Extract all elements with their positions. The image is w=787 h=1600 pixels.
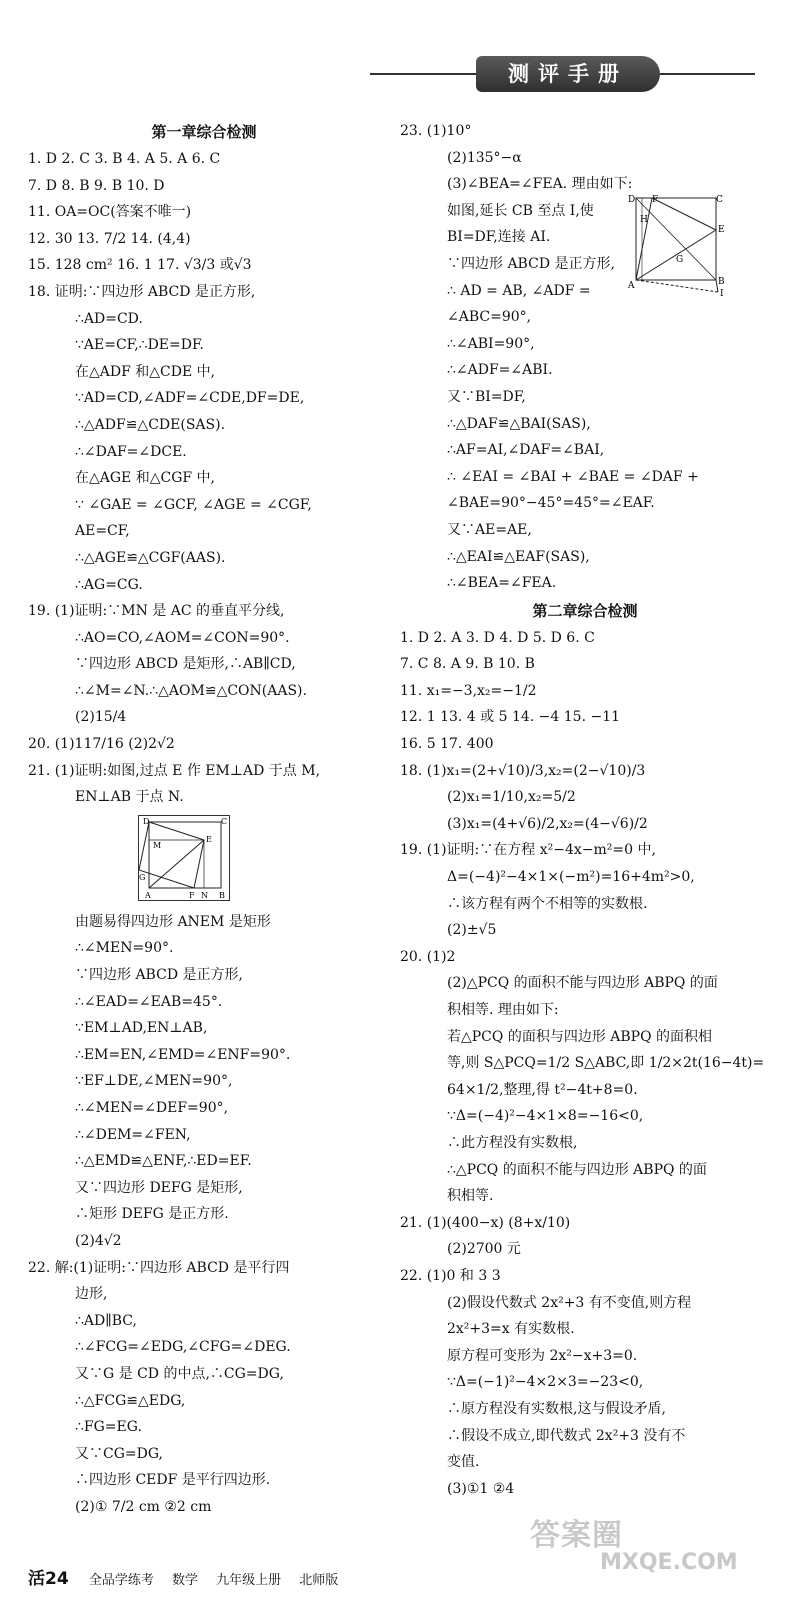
answer-line: (2)假设代数式 2x²+3 有不变值,则方程 bbox=[447, 1294, 692, 1311]
answer-line: ∵ ∠GAE = ∠GCF, ∠AGE = ∠CGF, bbox=[75, 496, 312, 513]
answer-line: 21. (1)(400−x) (8+x/10) bbox=[400, 1214, 571, 1231]
footer-subject: 数学 bbox=[171, 1573, 198, 1588]
answer-line: (2)4√2 bbox=[75, 1232, 122, 1249]
fig2-label: G bbox=[676, 255, 684, 265]
answer-line: (3)①1 ②4 bbox=[447, 1480, 515, 1497]
answer-line: 11. OA=OC(答案不唯一) bbox=[28, 204, 192, 221]
answer-line: ∴∠DEM=∠FEN, bbox=[75, 1126, 191, 1143]
answer-line: (2)±√5 bbox=[447, 922, 497, 939]
answer-line: ∠BAE=90°−45°=45°=∠EAF. bbox=[447, 495, 655, 512]
answer-line: ∴四边形 CEDF 是平行四边形. bbox=[75, 1472, 271, 1489]
answer-line: 积相等. 理由如下: bbox=[447, 1002, 559, 1018]
answer-line: ∴该方程有两个不相等的实数根. bbox=[447, 895, 648, 912]
answer-line: ∴ AD = AB, ∠ADF = bbox=[447, 282, 591, 299]
fig2-label: F bbox=[652, 195, 659, 205]
answer-line: ∴∠BEA=∠FEA. bbox=[447, 575, 557, 592]
answer-line: 19. (1)证明:∵MN 是 AC 的垂直平分线, bbox=[28, 603, 285, 620]
answer-line: 又∵BI=DF, bbox=[447, 388, 526, 405]
answer-line: 若△PCQ 的面积与四边形 ABPQ 的面积相 bbox=[447, 1028, 713, 1045]
answer-line: ∴AF=AI,∠DAF=∠BAI, bbox=[447, 442, 605, 459]
answer-line: ∴∠MEN=∠DEF=90°, bbox=[75, 1100, 229, 1116]
answer-line: ∴△ADF≌△CDE(SAS). bbox=[75, 416, 226, 433]
answer-line: 20. (1)117/16 (2)2√2 bbox=[28, 736, 175, 753]
answer-line: (2)x₁=1/10,x₂=5/2 bbox=[447, 789, 576, 806]
answer-line: 12. 1 13. 4 或 5 14. −4 15. −11 bbox=[400, 709, 621, 726]
left-column bbox=[28, 118, 380, 1521]
answer-line: 积相等. bbox=[447, 1188, 494, 1205]
answer-line: AE=CF, bbox=[75, 523, 130, 540]
fig2-label: D bbox=[628, 195, 636, 205]
answer-line: 16. 5 17. 400 bbox=[400, 736, 494, 753]
answer-line: 在△AGE 和△CGF 中, bbox=[75, 470, 216, 487]
answer-line: BI=DF,连接 AI. bbox=[447, 229, 551, 246]
answer-line: 又∵四边形 DEFG 是矩形, bbox=[75, 1179, 243, 1196]
answer-line: ∴此方程没有实数根, bbox=[447, 1134, 578, 1151]
answer-line: ∵AD=CD,∠ADF=∠CDE,DF=DE, bbox=[75, 390, 305, 407]
footer-brand: 全品学练考 bbox=[88, 1573, 154, 1588]
answer-line: ∴假设不成立,即代数式 2x²+3 没有不 bbox=[447, 1427, 686, 1444]
answer-line: ∴EM=EN,∠EMD=∠ENF=90°. bbox=[75, 1046, 291, 1063]
answer-line: 22. (1)0 和 3 3 bbox=[400, 1267, 501, 1284]
right-answers-cont bbox=[400, 625, 770, 1503]
answer-line: ∴矩形 DEFG 是正方形. bbox=[75, 1206, 229, 1223]
right-column bbox=[400, 118, 770, 1502]
answer-line: (3)x₁=(4+√6)/2,x₂=(4−√6)/2 bbox=[447, 815, 648, 832]
answer-line: 18. 证明:∵四边形 ABCD 是正方形, bbox=[28, 283, 256, 300]
answer-line: 23. (1)10° bbox=[400, 123, 472, 139]
answer-line: ∴AG=CG. bbox=[75, 576, 143, 593]
figure-square-defg bbox=[138, 815, 230, 901]
answer-line: 7. D 8. B 9. B 10. D bbox=[28, 177, 165, 194]
answer-line: (2)△PCQ 的面积不能与四边形 ABPQ 的面 bbox=[447, 975, 718, 992]
answer-line: 如图,延长 CB 至点 I,使 bbox=[447, 202, 594, 219]
answer-line: ∴∠EAD=∠EAB=45°. bbox=[75, 993, 223, 1010]
answer-line: (2)2700 元 bbox=[447, 1241, 521, 1258]
answer-line: ∴∠FCG=∠EDG,∠CFG=∠DEG. bbox=[75, 1339, 291, 1356]
answer-line: (3)∠BEA=∠FEA. 理由如下: bbox=[447, 176, 633, 193]
answer-line: 1. D 2. C 3. B 4. A 5. A 6. C bbox=[28, 151, 221, 167]
answer-line: ∵四边形 ABCD 是矩形,∴AB∥CD, bbox=[75, 656, 296, 673]
answer-line: ∵Δ=(−1)²−4×2×3=−23<0, bbox=[447, 1374, 644, 1391]
answer-line: ∴△DAF≌△BAI(SAS), bbox=[447, 415, 591, 432]
answer-line: ∴∠ABI=90°, bbox=[447, 335, 535, 352]
answer-line: (2)① 7/2 cm ②2 cm bbox=[75, 1498, 212, 1515]
chapter2-title: 第二章综合检测 bbox=[532, 601, 638, 620]
answer-line: ∴∠MEN=90°. bbox=[75, 940, 174, 957]
answer-line: ∴∠ADF=∠ABI. bbox=[447, 362, 553, 379]
fig1-label: D bbox=[143, 816, 150, 826]
fig1-label: F bbox=[189, 890, 195, 900]
answer-line: ∠ABC=90°, bbox=[447, 309, 532, 326]
fig1-label: C bbox=[221, 816, 228, 826]
fig2-label: B bbox=[718, 277, 725, 287]
answer-line: ∴FG=EG. bbox=[75, 1419, 142, 1436]
answer-line: 15. 128 cm² 16. 1 17. √3/3 或√3 bbox=[28, 257, 252, 274]
answer-line: (2)15/4 bbox=[75, 709, 127, 726]
answer-line: 19. (1)证明:∵在方程 x²−4x−m²=0 中, bbox=[400, 842, 656, 859]
answer-line: ∴△AGE≌△CGF(AAS). bbox=[75, 549, 226, 566]
answer-line: ∵EF⊥DE,∠MEN=90°, bbox=[75, 1073, 233, 1090]
answer-line: 11. x₁=−3,x₂=−1/2 bbox=[400, 682, 537, 699]
answer-line: 18. (1)x₁=(2+√10)/3,x₂=(2−√10)/3 bbox=[400, 762, 646, 779]
footer bbox=[28, 1566, 768, 1592]
answer-line: 20. (1)2 bbox=[400, 948, 456, 965]
answer-line: 12. 30 13. 7/2 14. (4,4) bbox=[28, 230, 191, 247]
fig2-label: C bbox=[716, 195, 723, 205]
answer-line: ∵AE=CF,∴DE=DF. bbox=[75, 337, 204, 354]
answer-line: 又∵AE=AE, bbox=[447, 521, 532, 538]
watermark-logo: 答案圈 bbox=[530, 1518, 623, 1553]
answer-line: EN⊥AB 于点 N. bbox=[75, 789, 184, 806]
chapter1-title: 第一章综合检测 bbox=[151, 123, 257, 141]
fig2-label: H bbox=[640, 215, 648, 225]
footer-grade: 九年级上册 bbox=[216, 1573, 282, 1588]
answer-line: ∴原方程没有实数根,这与假设矛盾, bbox=[447, 1400, 666, 1417]
page-number: 活24 bbox=[28, 1569, 69, 1589]
fig1-label: E bbox=[206, 834, 212, 844]
figure-square-abcd bbox=[628, 192, 728, 296]
header-badge: 测评手册 bbox=[476, 56, 660, 92]
answer-line: Δ=(−4)²−4×1×(−m²)=16+4m²>0, bbox=[447, 869, 695, 886]
answer-line: 变值. bbox=[447, 1454, 480, 1471]
answer-line: 1. D 2. A 3. D 4. D 5. D 6. C bbox=[400, 629, 595, 646]
answer-line: ∵四边形 ABCD 是正方形, bbox=[75, 967, 243, 984]
answer-line: 21. (1)证明:如图,过点 E 作 EM⊥AD 于点 M, bbox=[28, 762, 321, 779]
answer-line: ∵Δ=(−4)²−4×1×8=−16<0, bbox=[447, 1108, 644, 1125]
answer-line: 原方程可变形为 2x²−x+3=0. bbox=[447, 1347, 638, 1364]
answer-line: ∴AD=CD. bbox=[75, 310, 143, 327]
answer-line: ∴△FCG≌△EDG, bbox=[75, 1392, 186, 1409]
left-answers-cont bbox=[28, 909, 380, 1521]
answer-line: 边形, bbox=[75, 1286, 108, 1303]
fig1-label: N bbox=[201, 890, 208, 900]
answer-line: 64×1/2,整理,得 t²−4t+8=0. bbox=[447, 1081, 638, 1098]
right-answers bbox=[400, 118, 770, 597]
fig1-label: B bbox=[219, 890, 225, 900]
fig1-label: G bbox=[139, 872, 146, 882]
answer-line: ∴△EMD≌△ENF,∴ED=EF. bbox=[75, 1153, 252, 1170]
answer-line: 在△ADF 和△CDE 中, bbox=[75, 363, 216, 380]
answer-line: ∴AD∥BC, bbox=[75, 1312, 137, 1329]
answer-line: ∴∠DAF=∠DCE. bbox=[75, 443, 187, 460]
answer-line: ∵EM⊥AD,EN⊥AB, bbox=[75, 1020, 208, 1037]
fig2-label: I bbox=[720, 289, 724, 296]
answer-line: ∴ ∠EAI = ∠BAI + ∠BAE = ∠DAF + bbox=[447, 468, 699, 485]
answer-line: ∴△PCQ 的面积不能与四边形 ABPQ 的面 bbox=[447, 1161, 707, 1178]
fig1-label: A bbox=[145, 890, 151, 900]
answer-line: 由题易得四边形 ANEM 是矩形 bbox=[75, 913, 271, 930]
answer-line: (2)135°−α bbox=[447, 149, 522, 166]
fig2-label: E bbox=[718, 225, 725, 235]
answer-line: 22. 解:(1)证明:∵四边形 ABCD 是平行四 bbox=[28, 1259, 290, 1276]
answer-line: 等,则 S△PCQ=1/2 S△ABC,即 1/2×2t(16−4t)= bbox=[447, 1055, 765, 1072]
fig2-label: A bbox=[628, 281, 635, 291]
fig1-label: M bbox=[153, 840, 162, 850]
watermark-url: MXQE.COM bbox=[600, 1550, 738, 1575]
answer-line: 7. C 8. A 9. B 10. B bbox=[400, 656, 535, 673]
answer-line: ∴AO=CO,∠AOM=∠CON=90°. bbox=[75, 629, 290, 646]
answer-line: 又∵CG=DG, bbox=[75, 1445, 163, 1462]
left-answers bbox=[28, 146, 380, 811]
answer-line: 2x²+3=x 有实数根. bbox=[447, 1321, 575, 1338]
footer-edition: 北师版 bbox=[299, 1573, 339, 1588]
answer-line: ∴∠M=∠N.∴△AOM≌△CON(AAS). bbox=[75, 682, 307, 699]
answer-line: ∵四边形 ABCD 是正方形, bbox=[447, 255, 615, 272]
answer-line: 又∵G 是 CD 的中点,∴CG=DG, bbox=[75, 1365, 284, 1382]
answer-line: ∴△EAI≌△EAF(SAS), bbox=[447, 548, 590, 565]
